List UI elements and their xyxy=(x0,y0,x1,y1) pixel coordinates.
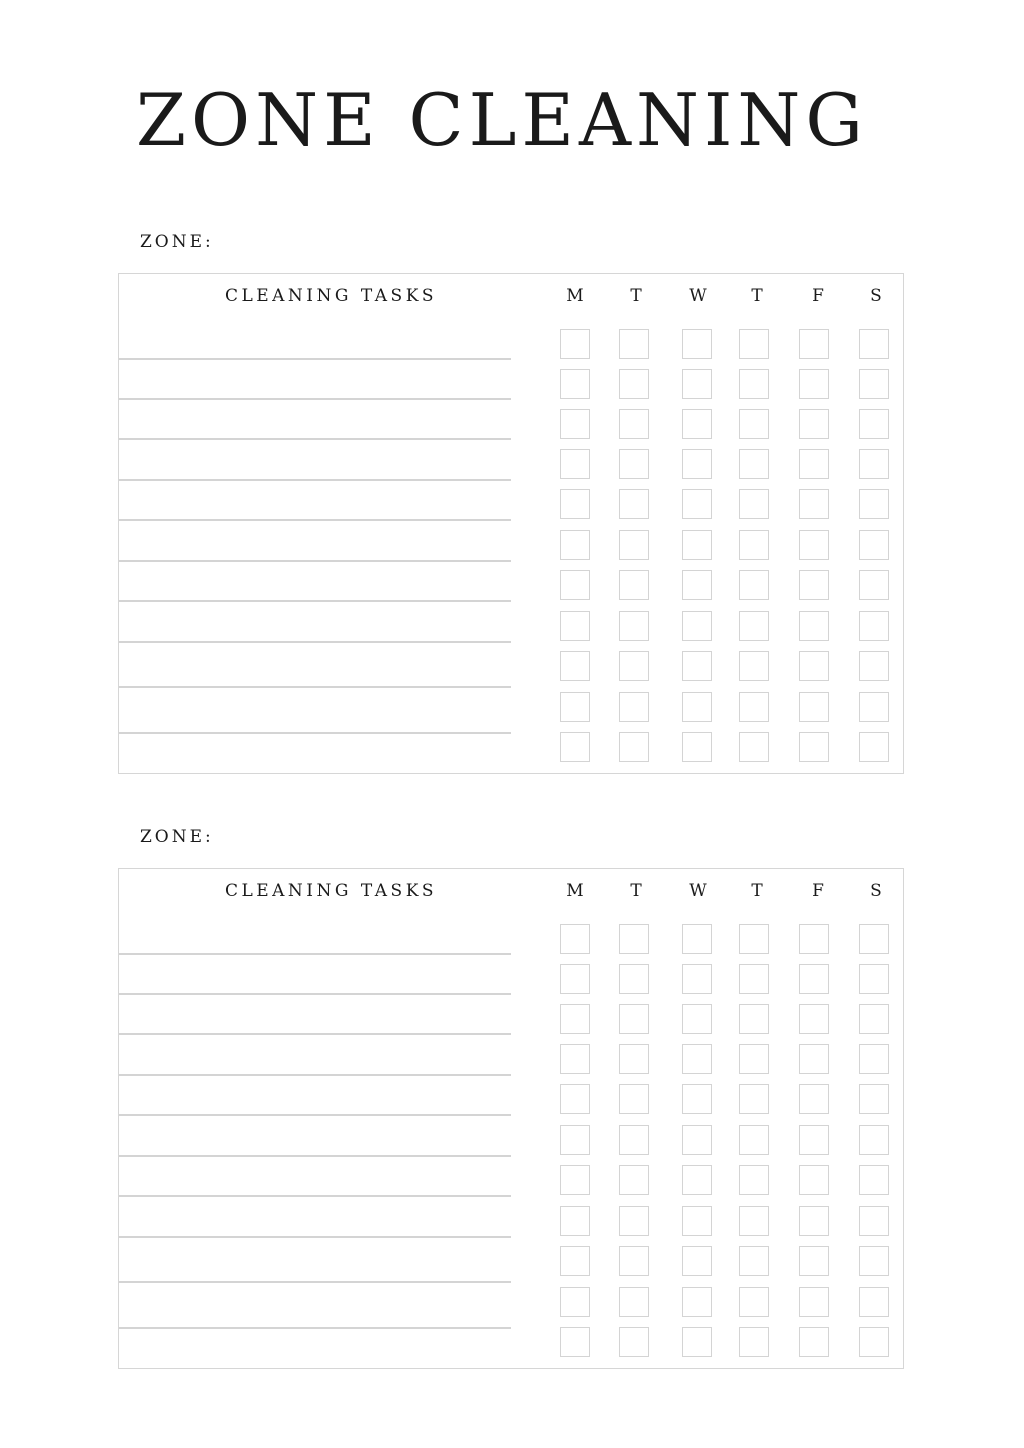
checkbox-fri[interactable] xyxy=(799,369,829,399)
checkbox-thu[interactable] xyxy=(739,1004,769,1034)
checkbox-mon[interactable] xyxy=(560,732,590,762)
zone-label: ZONE: xyxy=(140,232,214,252)
checkbox-tue[interactable] xyxy=(619,651,649,681)
task-line[interactable] xyxy=(119,1327,511,1329)
checkbox-sat[interactable] xyxy=(859,1044,889,1074)
day-header-wed: W xyxy=(689,881,707,901)
cleaning-table xyxy=(118,273,904,774)
day-header-wed: W xyxy=(689,286,707,306)
checkbox-wed[interactable] xyxy=(682,1165,712,1195)
checkbox-tue[interactable] xyxy=(619,1327,649,1357)
task-line[interactable] xyxy=(119,1236,511,1238)
checkbox-tue[interactable] xyxy=(619,369,649,399)
checkbox-wed[interactable] xyxy=(682,732,712,762)
checkbox-sat[interactable] xyxy=(859,409,889,439)
checkbox-mon[interactable] xyxy=(560,1165,590,1195)
tasks-header: CLEANING TASKS xyxy=(224,881,438,901)
checkbox-mon[interactable] xyxy=(560,964,590,994)
checkbox-fri[interactable] xyxy=(799,409,829,439)
checkbox-thu[interactable] xyxy=(739,369,769,399)
checkbox-fri[interactable] xyxy=(799,489,829,519)
checkbox-fri[interactable] xyxy=(799,611,829,641)
checkbox-wed[interactable] xyxy=(682,924,712,954)
checkbox-tue[interactable] xyxy=(619,924,649,954)
checkbox-mon[interactable] xyxy=(560,409,590,439)
checkbox-wed[interactable] xyxy=(682,530,712,560)
checkbox-wed[interactable] xyxy=(682,611,712,641)
checkbox-wed[interactable] xyxy=(682,964,712,994)
checkbox-mon[interactable] xyxy=(560,570,590,600)
checkbox-mon[interactable] xyxy=(560,1084,590,1114)
task-line[interactable] xyxy=(119,358,511,360)
checkbox-sat[interactable] xyxy=(859,329,889,359)
checkbox-tue[interactable] xyxy=(619,1084,649,1114)
checkbox-fri[interactable] xyxy=(799,1206,829,1236)
checkbox-thu[interactable] xyxy=(739,1206,769,1236)
checkbox-thu[interactable] xyxy=(739,489,769,519)
checkbox-fri[interactable] xyxy=(799,651,829,681)
checkbox-mon[interactable] xyxy=(560,1125,590,1155)
checkbox-wed[interactable] xyxy=(682,1287,712,1317)
checkbox-wed[interactable] xyxy=(682,369,712,399)
tasks-header: CLEANING TASKS xyxy=(224,286,438,306)
checkbox-tue[interactable] xyxy=(619,1125,649,1155)
checkbox-tue[interactable] xyxy=(619,489,649,519)
checkbox-mon[interactable] xyxy=(560,692,590,722)
checkbox-sat[interactable] xyxy=(859,530,889,560)
task-line[interactable] xyxy=(119,1281,511,1283)
checkbox-mon[interactable] xyxy=(560,611,590,641)
checkbox-mon[interactable] xyxy=(560,1327,590,1357)
checkbox-wed[interactable] xyxy=(682,1206,712,1236)
day-header-tue: T xyxy=(630,286,642,306)
checkbox-tue[interactable] xyxy=(619,1246,649,1276)
checkbox-wed[interactable] xyxy=(682,1084,712,1114)
task-line[interactable] xyxy=(119,438,511,440)
task-line[interactable] xyxy=(119,398,511,400)
checkbox-tue[interactable] xyxy=(619,530,649,560)
checkbox-fri[interactable] xyxy=(799,1004,829,1034)
checkbox-fri[interactable] xyxy=(799,530,829,560)
day-header-fri: F xyxy=(812,286,824,306)
checkbox-fri[interactable] xyxy=(799,692,829,722)
checkbox-fri[interactable] xyxy=(799,1287,829,1317)
task-line[interactable] xyxy=(119,993,511,995)
checkbox-tue[interactable] xyxy=(619,964,649,994)
checkbox-wed[interactable] xyxy=(682,1044,712,1074)
task-line[interactable] xyxy=(119,641,511,643)
checkbox-thu[interactable] xyxy=(739,530,769,560)
checkbox-thu[interactable] xyxy=(739,1044,769,1074)
checkbox-sat[interactable] xyxy=(859,1327,889,1357)
checkbox-thu[interactable] xyxy=(739,1287,769,1317)
checkbox-fri[interactable] xyxy=(799,329,829,359)
checkbox-wed[interactable] xyxy=(682,1246,712,1276)
task-line[interactable] xyxy=(119,560,511,562)
checkbox-fri[interactable] xyxy=(799,1084,829,1114)
checkbox-wed[interactable] xyxy=(682,489,712,519)
checkbox-sat[interactable] xyxy=(859,964,889,994)
page-title: ZONE CLEANING xyxy=(136,78,868,162)
checkbox-tue[interactable] xyxy=(619,611,649,641)
day-header-mon: M xyxy=(566,881,584,901)
task-line[interactable] xyxy=(119,1033,511,1035)
checkbox-sat[interactable] xyxy=(859,924,889,954)
checkbox-sat[interactable] xyxy=(859,692,889,722)
checkbox-sat[interactable] xyxy=(859,1165,889,1195)
day-header-thu: T xyxy=(751,881,763,901)
checkbox-tue[interactable] xyxy=(619,732,649,762)
checkbox-tue[interactable] xyxy=(619,409,649,439)
checkbox-tue[interactable] xyxy=(619,1206,649,1236)
checkbox-tue[interactable] xyxy=(619,449,649,479)
checkbox-mon[interactable] xyxy=(560,1206,590,1236)
day-header-mon: M xyxy=(566,286,584,306)
checkbox-wed[interactable] xyxy=(682,409,712,439)
checkbox-mon[interactable] xyxy=(560,1004,590,1034)
checkbox-mon[interactable] xyxy=(560,924,590,954)
checkbox-thu[interactable] xyxy=(739,732,769,762)
checkbox-fri[interactable] xyxy=(799,1125,829,1155)
checkbox-mon[interactable] xyxy=(560,651,590,681)
checkbox-thu[interactable] xyxy=(739,651,769,681)
task-line[interactable] xyxy=(119,519,511,521)
checkbox-fri[interactable] xyxy=(799,570,829,600)
checkbox-fri[interactable] xyxy=(799,924,829,954)
checkbox-sat[interactable] xyxy=(859,1246,889,1276)
checkbox-sat[interactable] xyxy=(859,732,889,762)
checkbox-thu[interactable] xyxy=(739,964,769,994)
checkbox-fri[interactable] xyxy=(799,732,829,762)
checkbox-tue[interactable] xyxy=(619,692,649,722)
checkbox-sat[interactable] xyxy=(859,1004,889,1034)
checkbox-mon[interactable] xyxy=(560,369,590,399)
checkbox-mon[interactable] xyxy=(560,489,590,519)
day-header-fri: F xyxy=(812,881,824,901)
checkbox-mon[interactable] xyxy=(560,449,590,479)
checkbox-sat[interactable] xyxy=(859,611,889,641)
task-line[interactable] xyxy=(119,1195,511,1197)
checkbox-wed[interactable] xyxy=(682,1004,712,1034)
checkbox-thu[interactable] xyxy=(739,692,769,722)
day-header-thu: T xyxy=(751,286,763,306)
checkbox-thu[interactable] xyxy=(739,570,769,600)
checkbox-sat[interactable] xyxy=(859,1084,889,1114)
zone-label: ZONE: xyxy=(140,827,214,847)
checkbox-wed[interactable] xyxy=(682,449,712,479)
checkbox-thu[interactable] xyxy=(739,924,769,954)
checkbox-thu[interactable] xyxy=(739,449,769,479)
checkbox-sat[interactable] xyxy=(859,651,889,681)
task-line[interactable] xyxy=(119,479,511,481)
checkbox-fri[interactable] xyxy=(799,964,829,994)
checkbox-thu[interactable] xyxy=(739,1327,769,1357)
checkbox-wed[interactable] xyxy=(682,651,712,681)
task-line[interactable] xyxy=(119,600,511,602)
checkbox-thu[interactable] xyxy=(739,1165,769,1195)
checkbox-thu[interactable] xyxy=(739,1084,769,1114)
task-line[interactable] xyxy=(119,1114,511,1116)
checkbox-sat[interactable] xyxy=(859,570,889,600)
checkbox-tue[interactable] xyxy=(619,1004,649,1034)
checkbox-wed[interactable] xyxy=(682,1327,712,1357)
task-line[interactable] xyxy=(119,686,511,688)
checkbox-thu[interactable] xyxy=(739,1246,769,1276)
checkbox-fri[interactable] xyxy=(799,449,829,479)
checkbox-thu[interactable] xyxy=(739,611,769,641)
day-header-sat: S xyxy=(870,286,882,306)
checkbox-thu[interactable] xyxy=(739,329,769,359)
checkbox-mon[interactable] xyxy=(560,329,590,359)
checkbox-tue[interactable] xyxy=(619,1287,649,1317)
checkbox-tue[interactable] xyxy=(619,329,649,359)
checkbox-mon[interactable] xyxy=(560,1287,590,1317)
checkbox-wed[interactable] xyxy=(682,1125,712,1155)
checkbox-sat[interactable] xyxy=(859,1206,889,1236)
cleaning-table xyxy=(118,868,904,1369)
checkbox-fri[interactable] xyxy=(799,1044,829,1074)
checkbox-thu[interactable] xyxy=(739,1125,769,1155)
checkbox-tue[interactable] xyxy=(619,1044,649,1074)
checkbox-sat[interactable] xyxy=(859,449,889,479)
checkbox-fri[interactable] xyxy=(799,1246,829,1276)
day-header-sat: S xyxy=(870,881,882,901)
task-line[interactable] xyxy=(119,1074,511,1076)
checkbox-tue[interactable] xyxy=(619,570,649,600)
checkbox-thu[interactable] xyxy=(739,409,769,439)
task-line[interactable] xyxy=(119,1155,511,1157)
checkbox-sat[interactable] xyxy=(859,489,889,519)
checkbox-tue[interactable] xyxy=(619,1165,649,1195)
checkbox-mon[interactable] xyxy=(560,530,590,560)
checkbox-sat[interactable] xyxy=(859,1287,889,1317)
task-line[interactable] xyxy=(119,953,511,955)
checkbox-wed[interactable] xyxy=(682,329,712,359)
day-header-tue: T xyxy=(630,881,642,901)
checkbox-sat[interactable] xyxy=(859,369,889,399)
checkbox-mon[interactable] xyxy=(560,1246,590,1276)
checkbox-sat[interactable] xyxy=(859,1125,889,1155)
checkbox-fri[interactable] xyxy=(799,1327,829,1357)
checkbox-mon[interactable] xyxy=(560,1044,590,1074)
task-line[interactable] xyxy=(119,732,511,734)
checkbox-wed[interactable] xyxy=(682,570,712,600)
checkbox-wed[interactable] xyxy=(682,692,712,722)
checkbox-fri[interactable] xyxy=(799,1165,829,1195)
